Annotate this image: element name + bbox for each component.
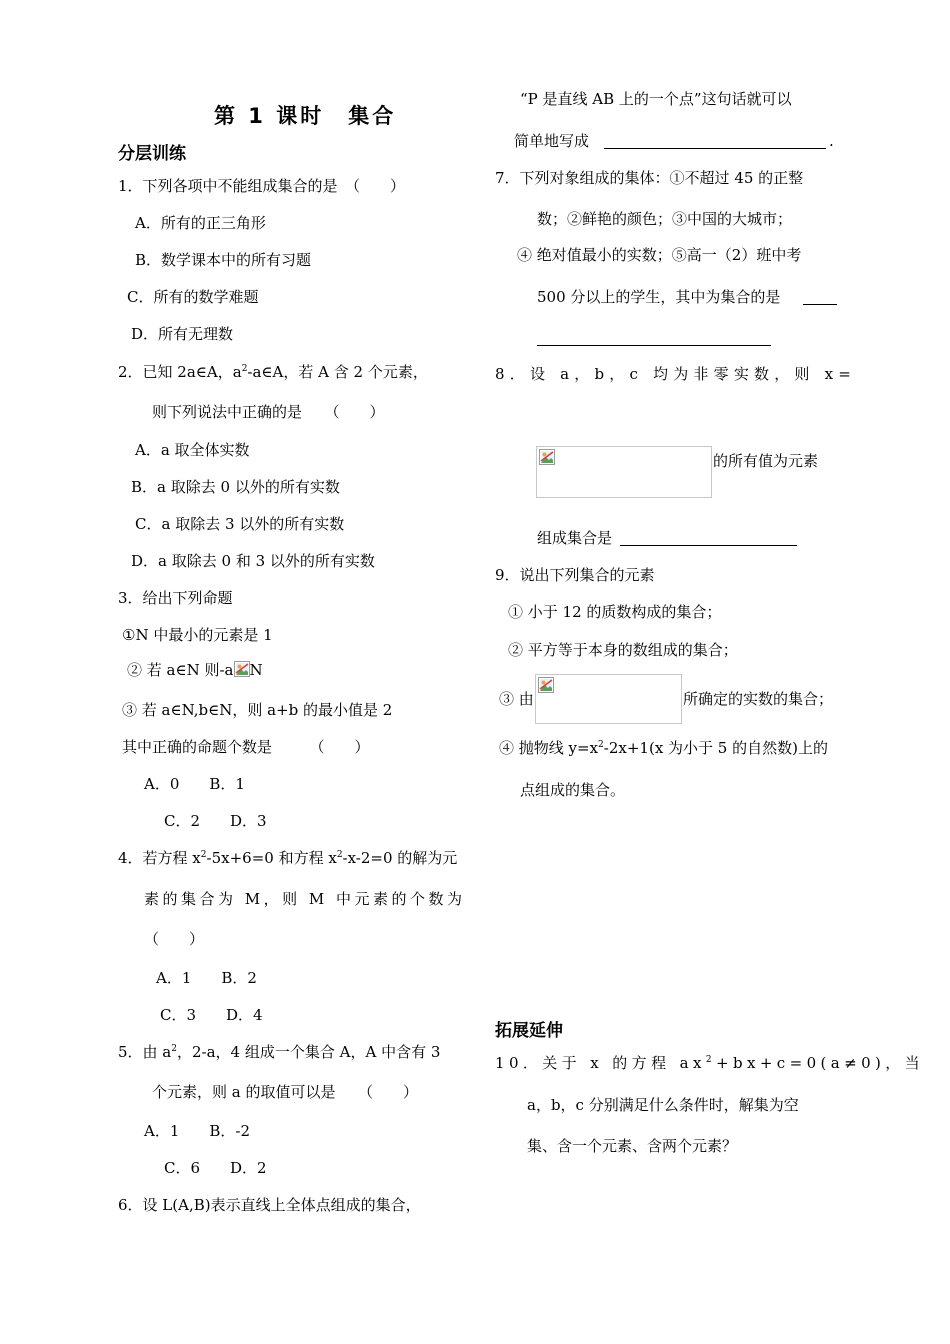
q1-option-c: C．所有的数学难题 [127,288,259,306]
q8-answer-blank [620,545,797,546]
q10-stem: 10．关于 x 的方程 $ax^2+bx+c=0(a\ne 0)$，当 [495,1054,925,1072]
q5-options-cd: C．6 D．2 [164,1159,267,1177]
q10-stem-line2: a，b，c 分别满足什么条件时，解集为空 [527,1096,799,1114]
q7-stem: 7．下列对象组成的集体：①不超过 45 的正整 [495,169,804,187]
q6-stem-line3: 简单地写成 [514,132,590,150]
broken-image-icon [538,677,554,693]
q2-option-c: C．a 取除去 3 以外的所有实数 [135,515,345,533]
q3-proposition-2: ② 若 a∈N 则-a N [127,661,263,679]
q3-proposition-3: ③ 若 a∈N,b∈N，则 a+b 的最小值是 2 [122,701,393,719]
q9-stem: 9．说出下列集合的元素 [495,566,655,584]
page-title: 第 1 课时 集合 [214,104,397,128]
section-heading-extension: 拓展延伸 [495,1021,563,1041]
q3-ask: 其中正确的命题个数是 （ ） [122,738,370,756]
q4-options-cd: C．3 D．4 [160,1006,263,1024]
q7-answer-blank-1 [803,304,837,305]
q2-option-b: B．a 取除去 0 以外的所有实数 [131,478,340,496]
q9-item-1: ① 小于 12 的质数构成的集合； [508,603,722,621]
q2-option-a: A．a 取全体实数 [135,441,250,459]
q3-stem: 3．给出下列命题 [118,589,233,607]
q7-answer-blank-2 [537,345,771,346]
q7-stem-line3: ④ 绝对值最小的实数；⑤高一（2）班中考 [517,246,802,264]
q8-stem-line3: 组成集合是 [537,529,613,547]
q3-proposition-1: ①N 中最小的元素是 1 [122,626,273,644]
q6-period: . [829,132,834,150]
q10-stem-line3: 集、含一个元素、含两个元素？ [527,1137,738,1155]
q2-stem: 2．已知 2a∈A，$a^2-a\in A$，若 A 含 2 个元素， [118,363,428,381]
q1-option-b: B．数学课本中的所有习题 [135,251,312,269]
q3-options-ab: A．0 B．1 [144,775,245,793]
q4-options-ab: A．1 B．2 [156,969,257,987]
broken-image-icon [539,449,555,465]
q5-stem: 5．由 $a^2$，2-a，4 组成一个集合 A，A 中含有 3 [118,1043,441,1061]
section-heading-practice: 分层训练 [118,144,186,164]
q3-options-cd: C．2 D．3 [164,812,267,830]
q4-stem-line3: （ ） [144,930,205,948]
q8-stem-line2: 的所有值为元素 [713,452,819,470]
q2-option-d: D．a 取除去 0 和 3 以外的所有实数 [131,552,375,570]
q1-option-d: D．所有无理数 [131,325,234,343]
q7-stem-line4: 500 分以上的学生，其中为集合的是 [537,288,781,306]
q4-stem: 4．若方程 $x^2-5x+6=0$ 和方程 $x^2-x-2=0$ 的解为元 [118,849,458,867]
q8-stem: 8．设 a，b，c 均为非零实数，则 x= [495,365,857,383]
formula-image [536,446,712,498]
q6-answer-blank [604,148,826,149]
q2-stem-line2: 则下列说法中正确的是 （ ） [152,403,385,421]
q9-item-2: ② 平方等于本身的数组成的集合； [508,641,738,659]
q9-item-4-line2: 点组成的集合。 [520,781,626,799]
q1-stem: 1．下列各项中不能组成集合的是 （ ） [118,177,406,195]
broken-image-icon [234,661,250,677]
q6-stem-line2: “P 是直线 AB 上的一个点”这句话就可以 [520,90,792,108]
q6-stem: 6．设 L(A,B)表示直线上全体点组成的集合， [118,1196,421,1214]
q9-item-3-prefix: ③ 由 [499,690,534,708]
q9-item-4: ④ 抛物线 $y=x^2-2x+1(x$ 为小于 5 的自然数)上的 [499,739,828,757]
q9-item-3-suffix: 所确定的实数的集合； [683,690,834,708]
q7-stem-line2: 数；②鲜艳的颜色；③中国的大城市； [537,210,793,228]
q4-stem-line2: 素的集合为 M，则 M 中元素的个数为 [144,890,466,908]
q5-stem-line2: 个元素，则 a 的取值可以是 （ ） [152,1083,418,1101]
q5-options-ab: A．1 B．-2 [144,1122,251,1140]
equation-image [535,674,682,724]
q1-option-a: A．所有的正三角形 [135,214,266,232]
